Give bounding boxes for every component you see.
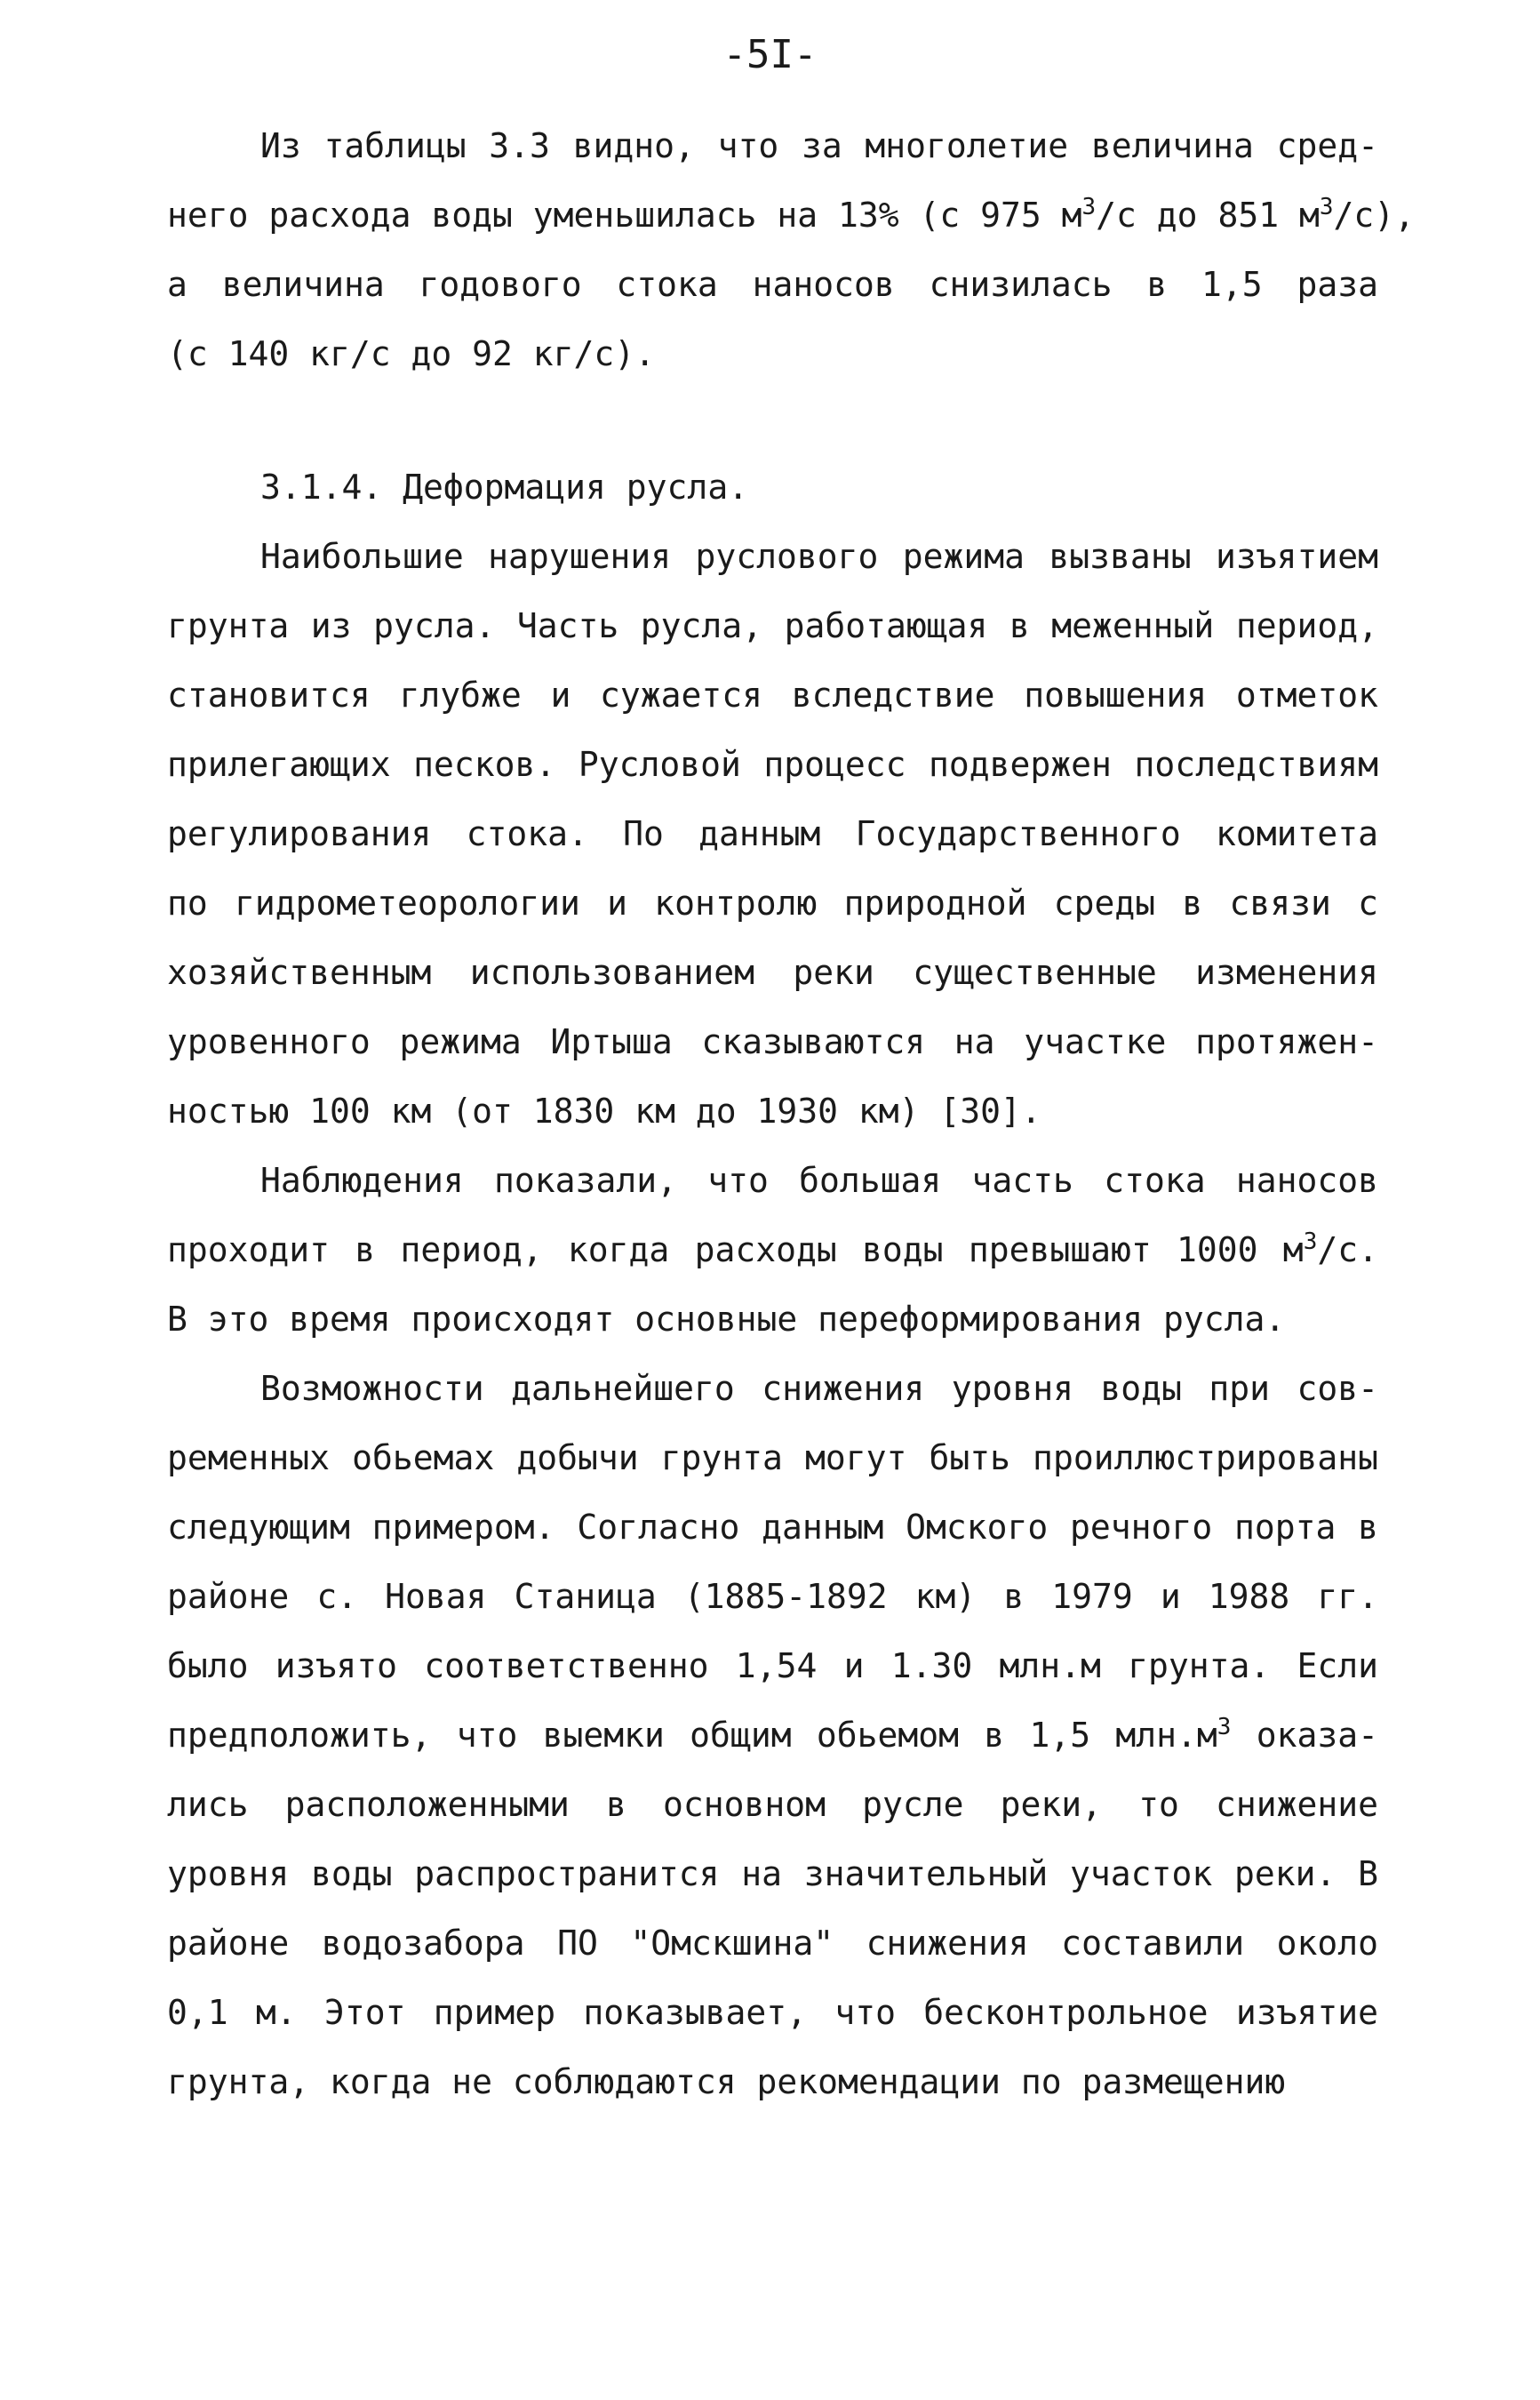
text-segment: Возможности дальнейшего снижения уровня воды при сов- — [260, 1369, 1378, 1408]
text-segment: /с), — [1333, 196, 1416, 235]
text-segment: предположить, что выемки общим обьемом в 1,5 млн.м — [167, 1716, 1217, 1755]
section-gap — [167, 388, 1378, 452]
text-segment: /с до 851 м — [1096, 196, 1320, 235]
text-line — [167, 799, 1378, 868]
text-line — [167, 1562, 1378, 1631]
text-segment: уровня воды распространится на значительный участок реки. В — [167, 1854, 1378, 1893]
text-line — [167, 522, 1378, 591]
text-segment: /с. — [1317, 1230, 1378, 1269]
text-segment: регулирования стока. По данным Государственного комитета — [167, 814, 1378, 853]
text-line — [167, 180, 1416, 250]
text-segment: ременных обьемах добычи грунта могут быть проиллюстрированы — [167, 1438, 1378, 1477]
text-segment: прилегающих песков. Русловой процесс подвержен последствиям — [167, 745, 1378, 784]
text-line — [167, 1354, 1378, 1423]
text-line — [167, 660, 1378, 730]
text-segment: уровенного режима Иртыша сказываются на участке протяжен- — [167, 1022, 1378, 1061]
text-line — [167, 868, 1378, 938]
text-line — [167, 1631, 1378, 1700]
body-text — [167, 111, 1416, 2116]
text-line — [167, 1492, 1378, 1562]
text-line — [167, 938, 1378, 1007]
text-segment: Наблюдения показали, что большая часть стока наносов — [260, 1161, 1378, 1200]
paragraph — [167, 522, 1378, 1146]
text-line — [167, 1423, 1378, 1492]
text-segment: Наибольшие нарушения руслового режима вызваны изъятием — [260, 537, 1378, 576]
paragraph — [167, 1146, 1378, 1354]
paragraph — [167, 111, 1416, 388]
text-line — [167, 1839, 1378, 1908]
text-line — [167, 1284, 1378, 1354]
text-line — [167, 319, 1378, 388]
text-segment: него расхода воды уменьшилась на 13% (с 975 м — [167, 196, 1082, 235]
text-segment: хозяйственным использованием реки существенные изменения — [167, 953, 1378, 992]
text-line — [167, 452, 1378, 522]
text-segment: было изъято соответственно 1,54 и 1.30 млн.м грунта. Если — [167, 1646, 1378, 1685]
text-line — [167, 1700, 1378, 1770]
text-segment: становится глубже и сужается вследствие повышения отметок — [167, 676, 1378, 715]
text-segment: ностью 100 км (от 1830 км до 1930 км) [30]. — [167, 1092, 1041, 1131]
text-segment: 0,1 м. Этот пример показывает, что бесконтрольное изъятие — [167, 1993, 1378, 2032]
text-segment: следующим примером. Согласно данным Омского речного порта в — [167, 1508, 1378, 1547]
text-line — [167, 1076, 1378, 1146]
text-line — [167, 1146, 1378, 1215]
superscript: 3 — [1217, 1714, 1232, 1740]
text-segment: лись расположенными в основном русле реки, то снижение — [167, 1785, 1378, 1824]
text-line — [167, 111, 1378, 180]
text-segment: Из таблицы 3.3 видно, что за многолетие величина сред- — [260, 126, 1378, 165]
text-line — [167, 1007, 1378, 1076]
paragraph — [167, 1354, 1378, 2116]
text-line — [167, 730, 1378, 799]
text-line — [167, 591, 1378, 660]
text-segment: грунта, когда не соблюдаются рекомендации по размещению — [167, 2062, 1286, 2101]
text-segment: проходит в период, когда расходы воды превышают 1000 м — [167, 1230, 1304, 1269]
text-segment: а величина годового стока наносов снизилась в 1,5 раза — [167, 265, 1378, 304]
text-segment: по гидрометеорологии и контролю природной среды в связи с — [167, 884, 1378, 923]
page-number: -5I- — [722, 32, 818, 77]
superscript: 3 — [1319, 194, 1334, 220]
text-segment: оказа- — [1231, 1716, 1378, 1755]
text-segment: В это время происходят основные переформирования русла. — [167, 1300, 1286, 1339]
text-segment: районе с. Новая Станица (1885-1892 км) в 1979 и 1988 гг. — [167, 1577, 1378, 1616]
text-line — [167, 250, 1378, 319]
superscript: 3 — [1303, 1228, 1318, 1255]
text-line — [167, 1908, 1378, 1978]
text-segment: грунта из русла. Часть русла, работающая в меженный период, — [167, 606, 1378, 645]
text-line — [167, 2047, 1378, 2116]
text-line — [167, 1978, 1378, 2047]
section-heading — [167, 452, 1378, 522]
text-line — [167, 1770, 1378, 1839]
text-segment: 3.1.4. Деформация русла. — [260, 468, 749, 507]
text-segment: (с 140 кг/с до 92 кг/с). — [167, 334, 656, 373]
superscript: 3 — [1081, 194, 1097, 220]
text-line — [167, 1215, 1378, 1284]
text-segment: районе водозабора ПО "Омскшина" снижения составили около — [167, 1924, 1378, 1963]
